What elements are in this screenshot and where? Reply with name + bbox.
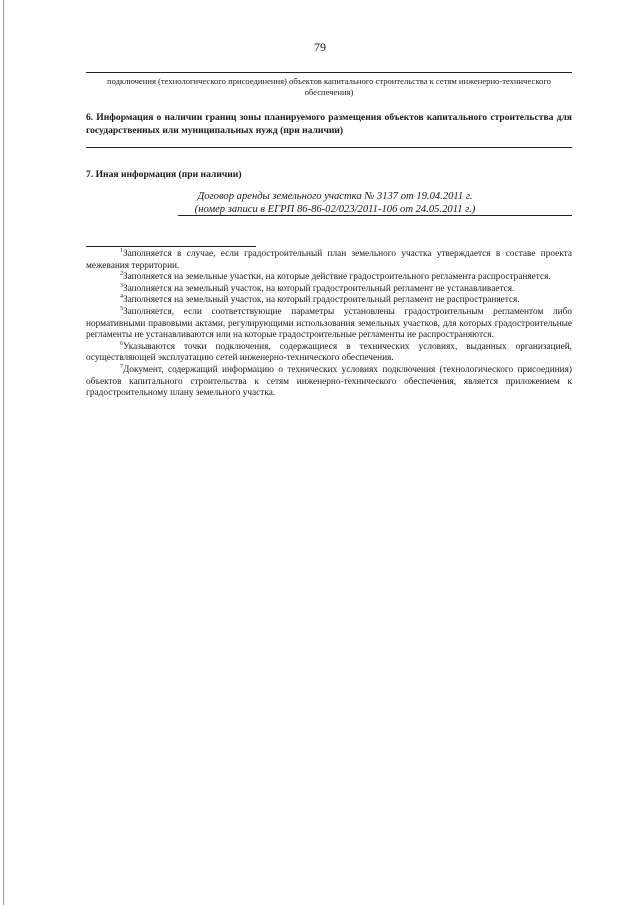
page-number: 79	[314, 40, 326, 54]
footnote-text: Указываются точки подключения, содержащиеся в технических условиях, выданных организацией, осуществляющей эксплуатацию сетей инженерно-технического обеспечения.	[86, 341, 572, 364]
header-rule	[86, 72, 572, 73]
section-6-rule	[86, 147, 572, 148]
footnote-mark: 3	[120, 282, 123, 289]
footnote-text: Заполняется, если соответствующие параметры установлены градостроительным регламентом либо нормативными правовыми актами, регулирующими использования земельных участков, для которых градостроительные регламенты не устанавливаются или на которые градостроительные регламенты не распространяются.	[86, 306, 572, 341]
footnote-item	[86, 365, 572, 400]
footnote-mark: 1	[120, 248, 123, 254]
footnote-item	[86, 272, 572, 284]
footnote-item	[86, 249, 572, 272]
footnote-mark: 5	[120, 305, 123, 312]
footnote-text: Заполняется на земельные участки, на которые действие градостроительного регламента распространяется.	[123, 272, 551, 283]
header-continuation-text: подключения (технологического присоединения) объектов капитального строительства к сетям инженерно-технического обеспечения)	[107, 76, 551, 97]
contract-rule	[178, 215, 572, 216]
contract-line-1: Договор аренды земельного участка № 3137 от 19.04.2011 г.	[197, 191, 473, 202]
footnote-text: Заполняется на земельный участок, на который градостроительный регламент не устанавливается.	[123, 283, 515, 294]
footnote-item	[86, 284, 572, 296]
footnote-mark: 4	[120, 294, 123, 301]
section-7-heading: 7. Иная информация (при наличии)	[86, 169, 242, 180]
section-6-heading: 6. Информация о наличии границ зоны планируемого размещения объектов капитального строительства для государственных или муниципальных нужд (при наличии)	[86, 112, 572, 136]
footnote-item	[86, 307, 572, 342]
contract-line-2: (номер записи в ЕГРП 86-86-02/023/2011-106 от 24.05.2011 г.)	[194, 204, 476, 215]
footnote-separator	[86, 246, 256, 247]
footnote-mark: 7	[120, 363, 123, 370]
footnote-mark: 2	[120, 271, 123, 278]
footnote-item	[86, 342, 572, 365]
footnote-item	[86, 295, 572, 307]
footnotes-list	[86, 249, 572, 400]
footnote-mark: 6	[120, 340, 123, 347]
footnote-text: Заполняется на земельный участок, на который градостроительный регламент не распространяется.	[123, 295, 520, 306]
page-edge-line	[3, 0, 4, 905]
footnote-text: Документ, содержащий информацию о технических условиях подключения (технологического присоединия) объектов капитального строительства к сетям инженерно-технического обеспечения, является приложением к градостроительному плану земельного участка.	[86, 364, 572, 399]
footnote-text: Заполняется в случае, если градостроительный план земельного участка утверждается в составе проекта межевания территории.	[86, 249, 572, 271]
